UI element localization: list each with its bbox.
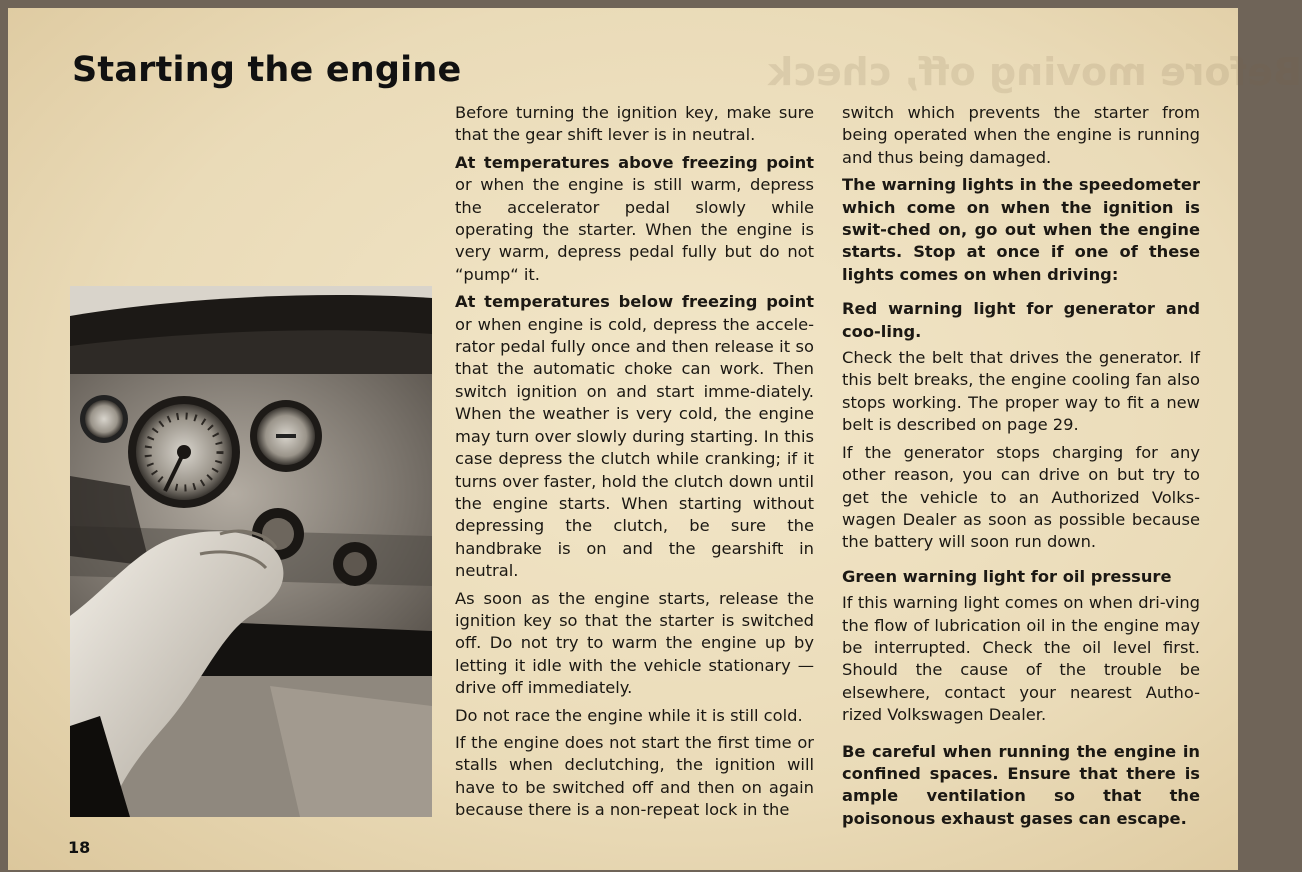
paragraph: Do not race the engine while it is still cold. <box>455 705 803 725</box>
paragraph: switch which prevents the starter from being operated when the engine is running and thus being damaged. <box>842 103 1200 167</box>
warning-paragraph <box>842 741 1200 831</box>
bleed-through-text: Before moving off, check <box>768 50 1302 94</box>
text-column-left <box>455 102 814 827</box>
paragraph: Before turning the ignition key, make sure that the gear shift lever is in neutral. <box>455 103 814 145</box>
paragraph <box>455 291 814 582</box>
paragraph-text: or when engine is cold, depress the accele-rator pedal fully once and then release it so that the automatic choke can work. Then switch ignition on and start imme-diately. When the weather is very cold, the engine may turn over slowly during starting. In this case depress the clutch while cranking; if it turns over faster, hold the clutch down until the engine starts. When starting without depressing the clutch, be sure the handbrake is on and the gearshift in neutral. <box>455 314 814 581</box>
paragraph <box>842 174 1200 286</box>
section-heading: Green warning light for oil pressure <box>842 566 1172 586</box>
section-heading: Red warning light for generator and coo-ling. <box>842 299 1200 341</box>
paragraph <box>455 152 814 286</box>
paragraph-text: or when the engine is still warm, depress the accelerator pedal slowly while operating the starter. When the engine is very warm, depress pedal fully but do not “pump“ it. <box>455 175 814 284</box>
dashboard-ignition-photo <box>70 286 432 817</box>
page-number: 18 <box>68 838 91 857</box>
paragraph: As soon as the engine starts, release the ignition key so that the starter is switched off. Do not try to warm the engine up by letting it idle with the vehicle stationary — drive off immediately. <box>455 588 814 698</box>
paragraph: If the generator stops charging for any other reason, you can drive on but try to get the vehicle to an Authorized Volks-wagen Dealer as soon as possible because the battery will soon run down. <box>842 442 1200 552</box>
bold-lead: At temperatures above freezing point <box>455 152 814 172</box>
bold-paragraph: The warning lights in the speedometer which come on when the ignition is swit-ched on, go out when the engine starts. Stop at once if one of these lights comes on when driving: <box>842 175 1200 284</box>
paragraph: If the engine does not start the first time or stalls when declutching, the ignition will have to be switched off and then on again because there is a non-repeat lock in the <box>455 732 814 820</box>
text-column-right <box>842 102 1200 835</box>
paragraph: Check the belt that drives the generator. If this belt breaks, the engine cooling fan also stops working. The proper way to fit a new belt is described on page 29. <box>842 348 1200 435</box>
bold-warning: Be careful when running the engine in confined spaces. Ensure that there is ample ventilation so that the poisonous exhaust gases can escape. <box>842 741 1200 828</box>
manual-page <box>8 8 1302 870</box>
bold-lead: At temperatures below freezing point <box>455 292 814 312</box>
paragraph: If this warning light comes on when dri-ving the flow of lubrication oil in the engine may be interrupted. Check the oil level first. Should the cause of the trouble be elsewhere, contact your nearest Autho-rized Volkswagen Dealer. <box>842 593 1200 725</box>
page-title: Starting the engine <box>72 50 462 90</box>
